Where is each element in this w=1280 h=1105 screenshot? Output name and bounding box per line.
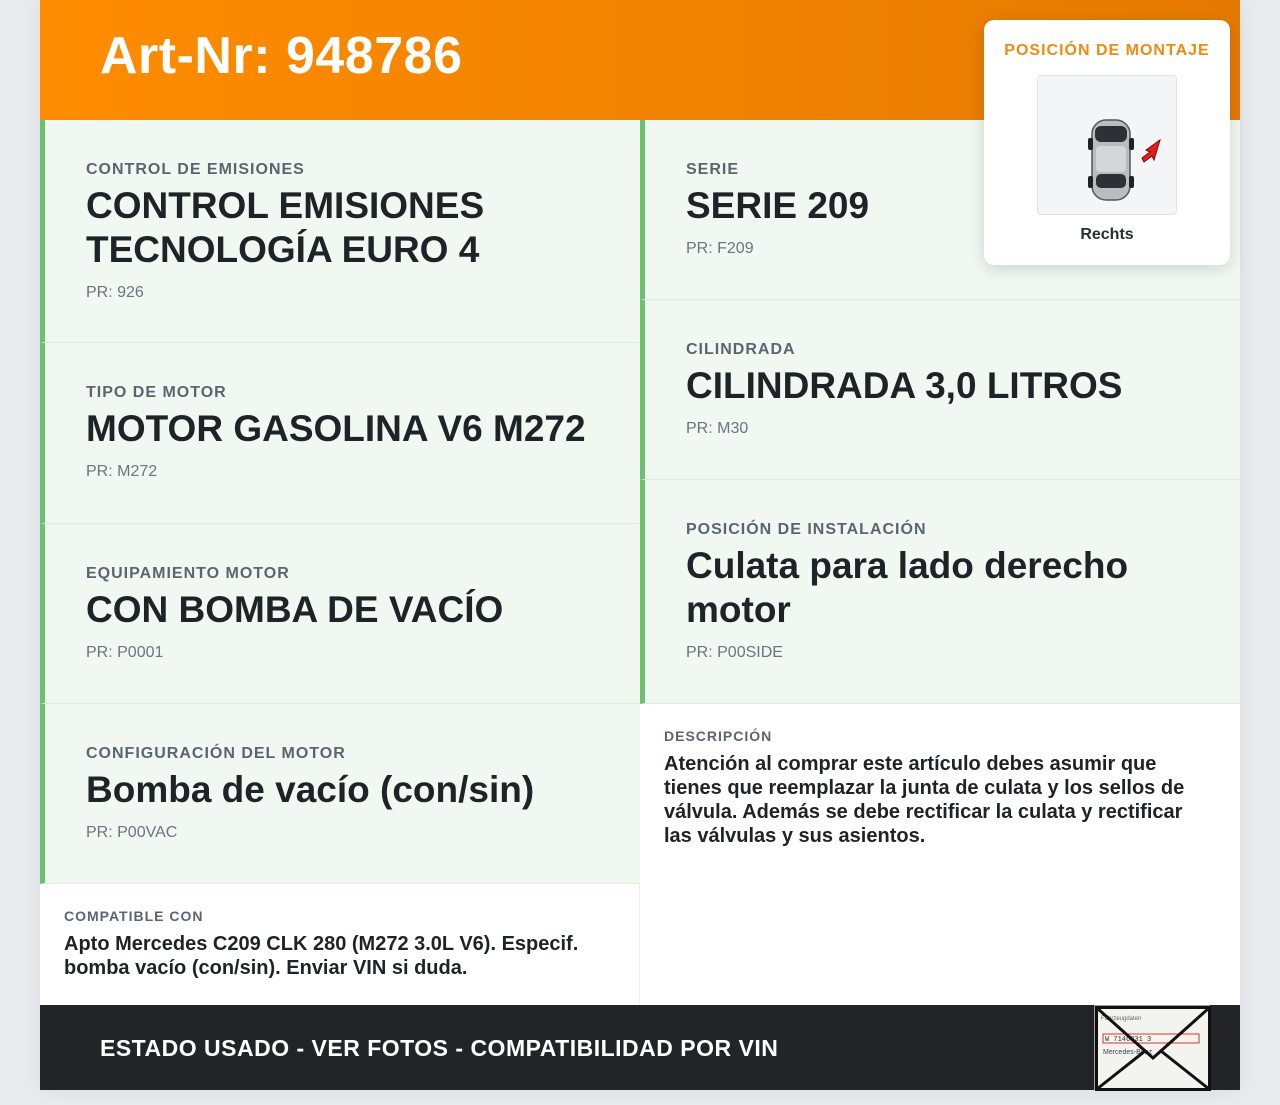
description-section (640, 704, 1220, 1005)
article-number-title: Art-Nr: 948786 (100, 27, 463, 85)
attribute-value: MOTOR GASOLINA V6 M272 (86, 408, 586, 449)
attribute-label: SERIE (686, 161, 740, 178)
description-text: Atención al comprar este artículo debes asumir que tienes que reemplazar la junta de culata y los sellos de válvula. Además se debe rectificar la culata y rectificar las válvulas y sus asientos. (664, 753, 1185, 847)
attribute-label: CILINDRADA (686, 341, 796, 358)
attribute-engine-configuration (40, 704, 640, 884)
mounting-side-label: Rechts (1080, 226, 1134, 243)
attribute-displacement (640, 300, 1240, 480)
attribute-label: TIPO DE MOTOR (86, 384, 227, 401)
envelope-vin-text: W 7146231 3 (1105, 1036, 1152, 1044)
compatible-label: COMPATIBLE CON (64, 908, 204, 924)
attribute-emission-control (40, 120, 640, 343)
envelope-tag-text: Fahrzeugdaten (1101, 1016, 1142, 1022)
attribute-value: SERIE 209 (686, 185, 870, 226)
attribute-pr-code: PR: F209 (686, 240, 754, 257)
attribute-pr-code: PR: M30 (686, 420, 749, 437)
footer-bar (40, 1005, 1240, 1090)
attribute-value: Bomba de vacío (con/sin) (86, 769, 535, 810)
attribute-pr-code: PR: P00VAC (86, 824, 178, 841)
attribute-value: CILINDRADA 3,0 LITROS (686, 365, 1123, 406)
envelope-brand-text: Mercedes-Benz (1103, 1049, 1153, 1056)
attribute-pr-code: PR: P00SIDE (686, 644, 783, 661)
attribute-engine-equipment (40, 524, 640, 704)
attribute-label: CONTROL DE EMISIONES (86, 161, 305, 178)
envelope-icon[interactable] (1094, 1005, 1210, 1090)
attribute-label: CONFIGURACIÓN DEL MOTOR (86, 745, 346, 762)
compatible-section (40, 884, 640, 1005)
attribute-value: CON BOMBA DE VACÍO (86, 589, 504, 630)
attribute-pr-code: PR: 926 (86, 284, 144, 301)
attribute-label: POSICIÓN DE INSTALACIÓN (686, 521, 927, 538)
mounting-position-title: POSICIÓN DE MONTAJE (1004, 42, 1210, 59)
attribute-engine-type (40, 343, 640, 524)
attribute-value: CONTROL EMISIONES TECNOLOGÍA EURO 4 (86, 185, 485, 270)
attribute-value: Culata para lado derecho motor (686, 545, 1129, 630)
attribute-label: EQUIPAMIENTO MOTOR (86, 565, 290, 582)
envelope-graphic (1095, 1006, 1211, 1091)
description-label: DESCRIPCIÓN (664, 728, 773, 744)
attribute-pr-code: PR: P0001 (86, 644, 164, 661)
compatible-text: Apto Mercedes C209 CLK 280 (M272 3.0L V6). Especif. bomba vacío (con/sin). Enviar VIN si duda. (64, 933, 579, 979)
attribute-installation-position (640, 480, 1240, 704)
car-diagram (1038, 76, 1178, 216)
attribute-pr-code: PR: M272 (86, 463, 158, 480)
mounting-position-card (984, 20, 1230, 265)
car-top-view-icon (1037, 75, 1177, 215)
footer-status-text: ESTADO USADO - VER FOTOS - COMPATIBILIDAD POR VIN (100, 1035, 779, 1061)
